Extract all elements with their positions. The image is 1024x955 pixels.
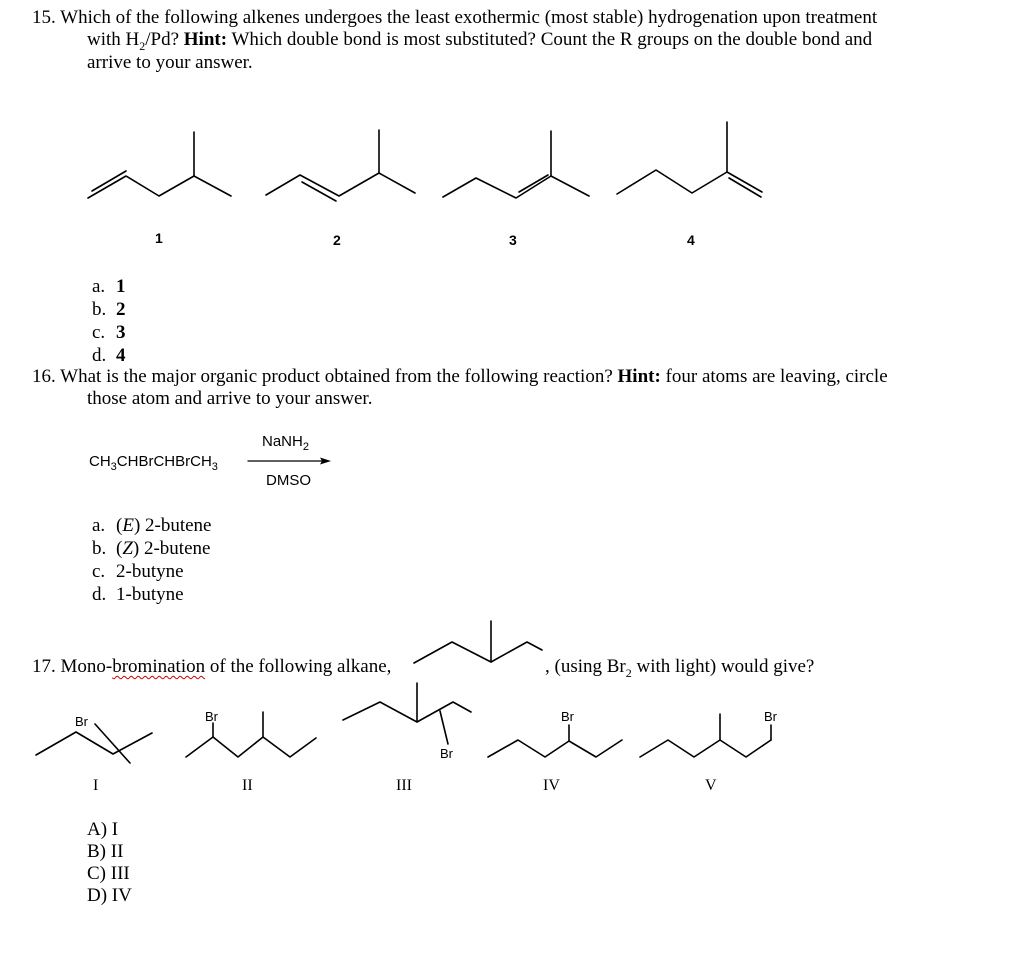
- q16-option-d-value: 1-butyne: [116, 584, 184, 605]
- q17-text-b: of the following alkane,: [205, 656, 392, 677]
- br-label-V: Br: [764, 709, 777, 724]
- q17-option-b[interactable]: B) II: [87, 841, 124, 862]
- q15-option-c-letter: c.: [92, 322, 106, 343]
- q15-option-d-letter: d.: [92, 345, 107, 366]
- br-label-III: Br: [440, 746, 453, 761]
- product-I-structure: [36, 724, 152, 763]
- q15-number: 15.: [32, 7, 56, 28]
- q15-text-a: Which of the following alkenes undergoes the least exothermic (most stable) hydrogenation upon treatment: [60, 7, 878, 28]
- q15-option-d-value: 4: [116, 345, 126, 366]
- product-III-structure: [343, 683, 471, 744]
- q17-option-c[interactable]: C) III: [87, 863, 130, 884]
- q16-text-a2: four atoms are leaving, circle: [660, 366, 888, 387]
- q16-option-a-value: (E) 2-butene: [116, 515, 212, 536]
- product-IV-structure: [488, 725, 622, 757]
- q17-text-squig: bromination: [112, 656, 206, 677]
- starting-alkane-structure: [414, 621, 542, 663]
- reactant-formula: $CH_3CHBrCHBrCH_3$: [89, 453, 218, 473]
- q17-number: 17.: [32, 656, 56, 677]
- br-label-I: Br: [75, 714, 88, 729]
- q16-text-a1: What is the major organic product obtained from the following reaction?: [60, 366, 618, 387]
- q15-text-b1: with H: [87, 29, 140, 50]
- q15-option-c-value: 3: [116, 322, 126, 343]
- q17-br2-sub: 2: [625, 665, 632, 680]
- q15-option-a-letter: a.: [92, 276, 106, 297]
- q16-line-2: those atom and arrive to your answer.: [87, 388, 373, 409]
- product-label-IV: IV: [543, 777, 560, 794]
- q17-options: [87, 819, 132, 907]
- q15-text-b3: Which double bond is most substituted? Count the R groups on the double bond and: [227, 29, 873, 50]
- q17-text-c1: , (using Br: [545, 656, 626, 677]
- br-label-IV: Br: [561, 709, 574, 724]
- q15-line-3: arrive to your answer.: [87, 52, 253, 73]
- reagent-formula: NaNH$_2$: [262, 433, 309, 453]
- q15-h2-sub: 2: [139, 38, 146, 53]
- q16-reagent-bottom: DMSO: [266, 472, 311, 489]
- product-label-III: III: [396, 777, 412, 794]
- q15-hint-label: Hint:: [183, 29, 228, 50]
- q16-option-c-value: 2-butyne: [116, 561, 184, 582]
- q17-option-d[interactable]: D) IV: [87, 885, 132, 906]
- product-label-I: I: [93, 777, 99, 794]
- q16-hint-label: Hint:: [617, 366, 661, 387]
- q15-option-a-value: 1: [116, 276, 126, 297]
- alkene-label-1: 1: [155, 230, 163, 246]
- q16-option-d-letter: d.: [92, 584, 107, 605]
- alkene-label-3: 3: [509, 232, 517, 248]
- product-label-II: II: [242, 777, 253, 794]
- q16-number: 16.: [32, 366, 56, 387]
- q17-option-a[interactable]: A) I: [87, 819, 119, 840]
- product-label-V: V: [705, 777, 717, 794]
- product-V-structure: [640, 714, 771, 757]
- q17-text-c2: with light) would give?: [631, 656, 815, 677]
- q15-option-b-letter: b.: [92, 299, 107, 320]
- q15-text-b2: /Pd?: [145, 29, 184, 50]
- alkene-label-4: 4: [687, 232, 695, 248]
- q17-text-a: Mono-: [60, 656, 113, 677]
- q16-option-a-letter: a.: [92, 515, 106, 536]
- br-label-II: Br: [205, 709, 218, 724]
- q15-option-b-value: 2: [116, 299, 126, 320]
- q16-option-b-letter: b.: [92, 538, 107, 559]
- q16-option-b-value: (Z) 2-butene: [116, 538, 211, 559]
- alkene-label-2: 2: [333, 232, 341, 248]
- q16-option-c-letter: c.: [92, 561, 106, 582]
